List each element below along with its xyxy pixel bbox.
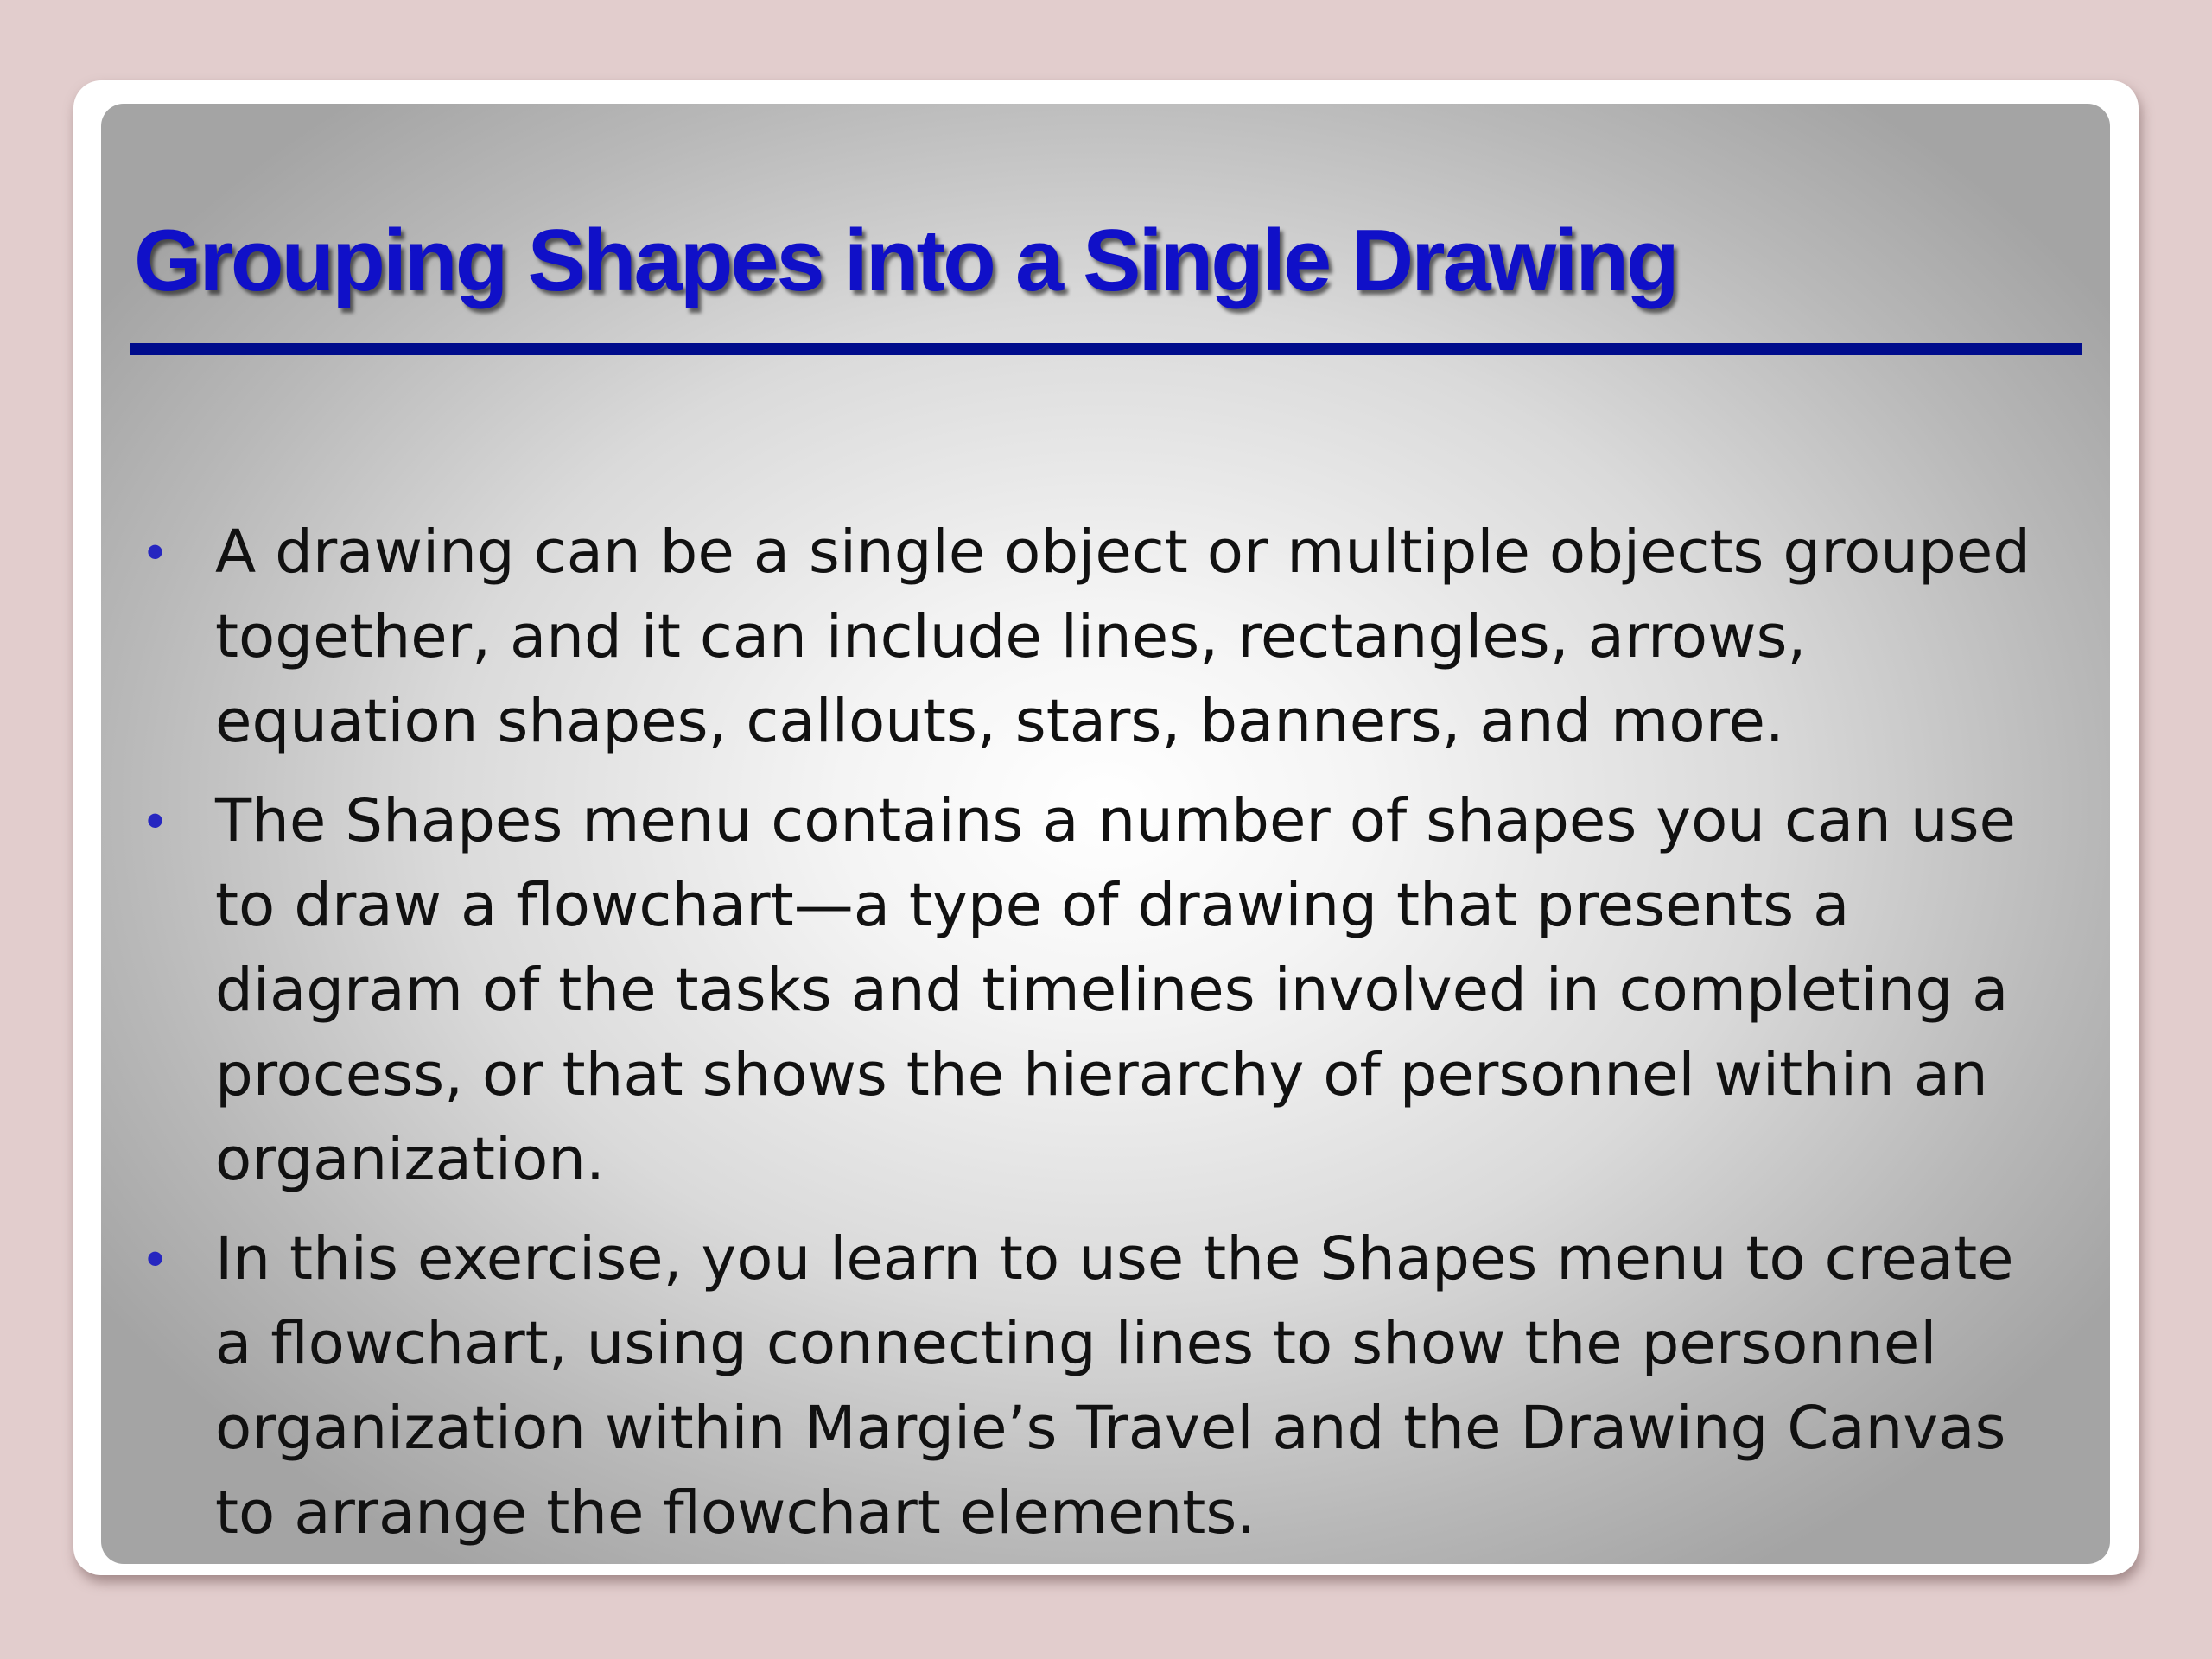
- bullet-dot-icon: •: [146, 523, 165, 581]
- bullet-text: In this exercise, you learn to use the Shapes menu to create a flowchart, using connecting lines to show the personnel organization within Margie’s Travel and the Drawing Canvas to arrange the flowchart elements.: [215, 1224, 2014, 1548]
- title-underline: [130, 343, 2082, 355]
- bullet-item: [101, 779, 2110, 1202]
- bullet-dot-icon: •: [146, 1230, 165, 1287]
- bullet-list: [101, 510, 2110, 1564]
- bullet-item: [101, 510, 2110, 764]
- bullet-dot-icon: •: [146, 791, 165, 849]
- slide-title: Grouping Shapes into a Single Drawing: [134, 213, 1677, 309]
- bullet-text: The Shapes menu contains a number of shapes you can use to draw a flowchart—a type of drawing that presents a diagram of the tasks and timelines involved in completing a process, or that shows the hierarchy of personnel within an organization.: [215, 786, 2016, 1194]
- bullet-item: [101, 1217, 2110, 1555]
- bullet-text: A drawing can be a single object or multiple objects grouped together, and it can include lines, rectangles, arrows, equation shapes, callouts, stars, banners, and more.: [215, 518, 2031, 756]
- slide: [101, 104, 2110, 1564]
